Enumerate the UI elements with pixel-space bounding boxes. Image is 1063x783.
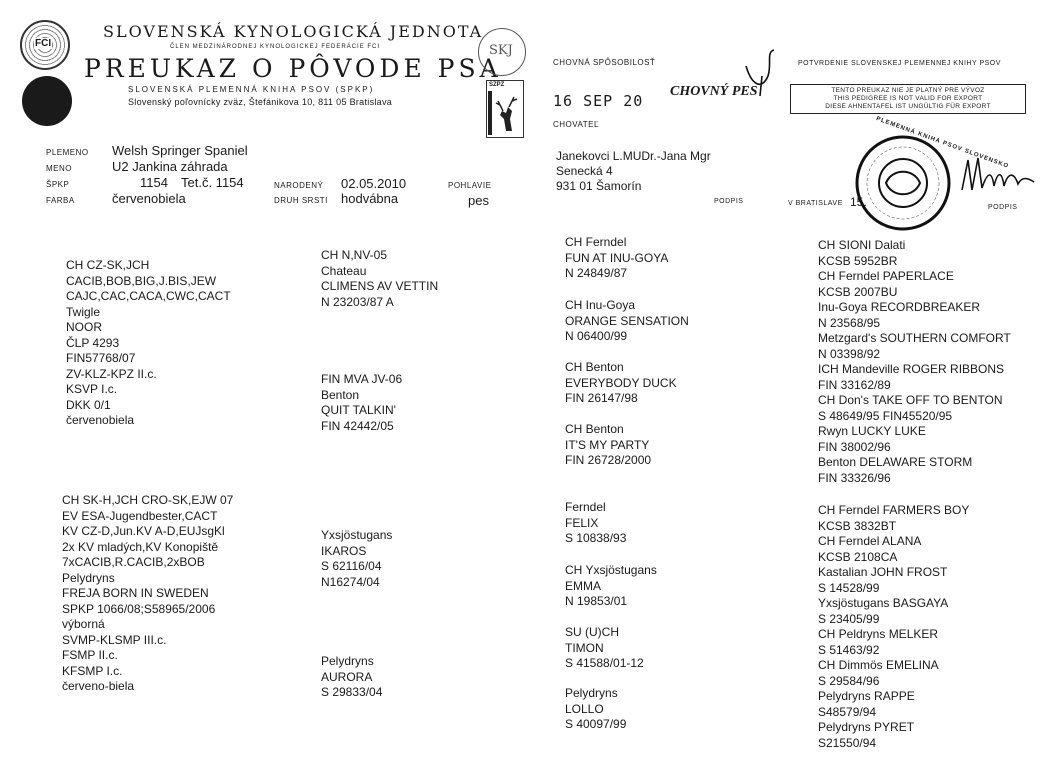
sire-line: Twigle [66, 304, 101, 319]
ancestor-line: Pelydryns RAPPE [818, 689, 915, 703]
ancestor-line: QUIT TALKIN' [321, 403, 396, 417]
sire-line: červenobiela [66, 413, 135, 427]
ancestor-line: KCSB 2007BU [818, 284, 898, 299]
ancestor-line: FIN 33162/89 [818, 377, 891, 392]
ancestor-line: N 03398/92 [818, 346, 881, 361]
ancestor-line: ORANGE SENSATION [565, 313, 689, 328]
ancestor-line: S48579/94 [818, 704, 877, 719]
gen3-entry [565, 235, 668, 282]
ancestor-line: S 62116/04 [321, 559, 382, 573]
ancestor-line: SU (U)CH [565, 625, 619, 639]
breeding-ability-label: CHOVNÁ SPÔSOBILOSŤ [553, 58, 656, 67]
dam-line: FSMP II.c. [62, 648, 118, 662]
gen3-entry [565, 298, 689, 345]
ancestor-line: CH N,NV-05 [321, 248, 388, 262]
name-label: MENO [46, 164, 72, 173]
ancestor-line: CH Dimmös EMELINA [818, 658, 939, 672]
export-note-en: THIS PEDIGREE IS NOT VALID FOR EXPORT [833, 95, 983, 102]
dam-line: EV ESA-Jugendbester,CACT [62, 508, 218, 523]
ancestor-line: Yxsjöstugans BASGAYA [818, 596, 949, 610]
sire-line: CACIB,BOB,BIG,J.BIS,JEW [66, 273, 217, 288]
ancestor-line: S 40097/99 [565, 717, 627, 731]
union-address: Slovenský poľovnícky zväz, Štefánikova 10, 811 05 Bratislava [128, 97, 393, 107]
breeding-ability-value: CHOVNÝ PES [670, 84, 758, 99]
gen2-entry [321, 372, 402, 434]
ancestor-line: Inu-Goya RECORDBREAKER [818, 300, 981, 314]
ancestor-line: KCSB 2108CA [818, 549, 898, 564]
dam-block [62, 493, 233, 695]
ancestor-line: EMMA [565, 578, 601, 593]
confirm-label: POTVRDENIE SLOVENSKEJ PLEMENNEJ KNIHY PSOV [798, 60, 1001, 67]
sire-line: FIN57768/07 [66, 351, 136, 365]
gen4-dam-side [818, 503, 969, 751]
dam-line: KV CZ-D,Jun.KV A-D,EUJsgKl [62, 524, 225, 538]
signature-icon [742, 46, 782, 100]
ancestor-line: FIN 38002/96 [818, 439, 891, 454]
org-name: SLOVENSKÁ KYNOLOGICKÁ JEDNOTA [103, 22, 484, 41]
coat-label: DRUH SRSTI [274, 196, 328, 205]
fci-logo-text: FCI [35, 38, 52, 49]
place-date: 15. [850, 195, 867, 209]
sign-label-2: PODPIS [988, 204, 1018, 211]
color-value: červenobiela [112, 191, 186, 206]
born-label: NARODENÝ [274, 181, 324, 190]
dam-line: CH SK-H,JCH CRO-SK,EJW 07 [62, 493, 234, 507]
gen4-sire-side [818, 238, 1011, 486]
dam-line: výborná [62, 617, 105, 631]
sire-block [66, 258, 231, 429]
ancestor-line: CH Benton [565, 360, 624, 374]
gen3-entry [565, 625, 644, 672]
ancestor-line: FELIX [565, 515, 599, 530]
gen3-entry [565, 360, 677, 407]
ancestor-line: N 19853/01 [565, 594, 628, 608]
skj-logo-text: SKJ [489, 43, 513, 58]
ancestor-line: CH Inu-Goya [565, 298, 636, 312]
sire-line: CH CZ-SK,JCH [66, 258, 150, 272]
gen3-entry [565, 686, 626, 733]
breeder-street: Senecká 4 [556, 164, 613, 178]
sign-label: PODPIS [714, 198, 744, 205]
sire-line: KSVP I.c. [66, 382, 118, 396]
szpz-badge [486, 80, 524, 138]
ancestor-line: AURORA [321, 669, 373, 684]
export-note-de: DIESE AHNENTAFEL IST UNGÜLTIG FÜR EXPORT [825, 103, 991, 110]
ancestor-line: FUN AT INU-GOYA [565, 250, 669, 265]
breeder-city: 931 01 Šamorín [556, 179, 642, 193]
ancestor-line: N 24849/87 [565, 266, 628, 280]
ancestor-line: FIN 42442/05 [321, 418, 394, 433]
dog-emblem-icon [22, 76, 72, 126]
sex-label: POHLAVIE [448, 181, 492, 190]
sire-line: DKK 0/1 [66, 397, 111, 412]
ancestor-line: LOLLO [565, 701, 604, 716]
ancestor-line: Metzgard's SOUTHERN COMFORT [818, 331, 1011, 345]
ancestor-line: CH Yxsjöstugans [565, 563, 657, 577]
sire-line: NOOR [66, 320, 102, 334]
ancestor-line: FIN MVA JV-06 [321, 372, 403, 386]
export-note-box [790, 84, 1026, 114]
ancestor-line: CLIMENS AV VETTIN [321, 279, 439, 293]
dam-line: SPKP 1066/08;S58965/2006 [62, 601, 216, 616]
coat-value: hodvábna [341, 191, 399, 206]
place-label: V BRATISLAVE [788, 200, 843, 207]
ancestor-line: KCSB 3832BT [818, 518, 897, 533]
gen3-entry [565, 422, 651, 469]
gen2-entry [321, 248, 438, 310]
color-label: FARBA [46, 196, 75, 205]
breed-value: Welsh Springer Spaniel [112, 143, 248, 158]
ancestor-line: N 23568/95 [818, 315, 881, 330]
dam-line: Pelydryns [62, 570, 115, 585]
dam-line: FREJA BORN IN SWEDEN [62, 586, 209, 600]
tattoo-value: Tet.č. 1154 [181, 175, 244, 190]
ancestor-line: S 23405/99 [818, 611, 880, 626]
dam-line: 7xCACIB,R.CACIB,2xBOB [62, 555, 205, 569]
reg-label: ŠPKP [46, 180, 70, 189]
ancestor-line: S 41588/01-12 [565, 656, 644, 670]
book-name: SLOVENSKÁ PLEMENNÁ KNIHA PSOV (SPKP) [128, 85, 375, 94]
reg-value: 1154 [140, 175, 168, 190]
ancestor-line: S 48649/95 FIN45520/95 [818, 408, 953, 423]
ancestor-line: CH Don's TAKE OFF TO BENTON [818, 393, 1003, 407]
ancestor-line: Benton [321, 387, 360, 402]
born-value: 02.05.2010 [341, 176, 407, 191]
ancestor-line: CH Ferndel [565, 235, 627, 249]
doc-title: PREUKAZ O PÔVODE PSA [84, 54, 502, 83]
breeder-name: Janekovci L.MUDr.-Jana Mgr [556, 149, 711, 163]
ancestor-line: Pelydryns PYRET [818, 720, 915, 734]
ancestor-line: CH SIONI Dalati [818, 238, 906, 252]
breeder-label: CHOVATEĽ [553, 120, 599, 129]
fci-logo [20, 20, 70, 70]
ancestor-line: CH Ferndel PAPERLACE [818, 269, 954, 283]
ancestor-line: N 23203/87 A [321, 294, 394, 309]
gen3-entry [565, 563, 657, 610]
skj-logo [478, 28, 526, 76]
ancestor-line: TIMON [565, 640, 604, 655]
ancestor-line: N 06400/99 [565, 329, 628, 343]
ancestor-line: Ferndel [565, 500, 606, 514]
ancestor-line: CH Ferndel FARMERS BOY [818, 503, 970, 517]
handwritten-signature [958, 150, 1038, 210]
seal-text: PLEMENNÁ KNIHA PSOV SLOVENSKO [875, 116, 1010, 170]
deer-icon [488, 91, 522, 135]
ancestor-line: FIN 33326/96 [818, 470, 891, 485]
ancestor-line: S 14528/99 [818, 580, 880, 595]
gen3-entry [565, 500, 626, 547]
sire-line: ČLP 4293 [66, 335, 120, 350]
org-subtitle: ČLEN MEDZINÁRODNEJ KYNOLOGICKEJ FEDERÁCIE FCI [170, 44, 381, 50]
ancestor-line: Benton DELAWARE STORM [818, 455, 973, 469]
ancestor-line: CH Benton [565, 422, 624, 436]
dam-line: KFSMP I.c. [62, 663, 123, 678]
sex-value: pes [468, 193, 489, 208]
date-stamp: 16 SEP 20 [553, 92, 644, 110]
breed-label: PLEMENO [46, 148, 89, 157]
ancestor-line: FIN 26147/98 [565, 391, 638, 405]
ancestor-line: EVERYBODY DUCK [565, 375, 677, 390]
ancestor-line: Rwyn LUCKY LUKE [818, 424, 926, 438]
sire-line: CAJC,CAC,CACA,CWC,CACT [66, 289, 231, 303]
breeder-block [556, 149, 711, 194]
ancestor-line: S 29833/04 [321, 685, 383, 699]
gen2-entry [321, 528, 392, 590]
ancestor-line: KCSB 5952BR [818, 253, 898, 268]
szpz-badge-text: SZPZ [489, 82, 505, 88]
ancestor-line: Pelydryns [321, 654, 374, 668]
ancestor-line: FIN 26728/2000 [565, 453, 652, 467]
ancestor-line: S 29584/96 [818, 673, 880, 688]
dam-line: červeno-biela [62, 679, 135, 693]
ancestor-line: ICH Mandeville ROGER RIBBONS [818, 362, 1005, 376]
dam-line: 2x KV mladých,KV Konopiště [62, 539, 219, 554]
gen2-entry [321, 654, 382, 701]
export-note-sk: TENTO PREUKAZ NIE JE PLATNÝ PRE VÝVOZ [831, 87, 985, 94]
ancestor-line: IT'S MY PARTY [565, 437, 650, 452]
dam-line: SVMP-KLSMP III.c. [62, 632, 167, 647]
ancestor-line: S 10838/93 [565, 531, 627, 545]
ancestor-line: S21550/94 [818, 735, 877, 750]
ancestor-line: CH Peldryns MELKER [818, 627, 939, 641]
ancestor-line: Yxsjöstugans [321, 528, 393, 542]
ancestor-line: S 51463/92 [818, 642, 880, 657]
ancestor-line: IKAROS [321, 543, 367, 558]
name-value: U2 Jankina záhrada [112, 159, 228, 174]
ancestor-line: Kastalian JOHN FROST [818, 565, 948, 579]
ancestor-line: N16274/04 [321, 574, 380, 589]
ancestor-line: Pelydryns [565, 686, 618, 700]
ancestor-line: Chateau [321, 263, 367, 278]
sire-line: ZV-KLZ-KPZ II.c. [66, 366, 157, 381]
ancestor-line: CH Ferndel ALANA [818, 534, 922, 548]
